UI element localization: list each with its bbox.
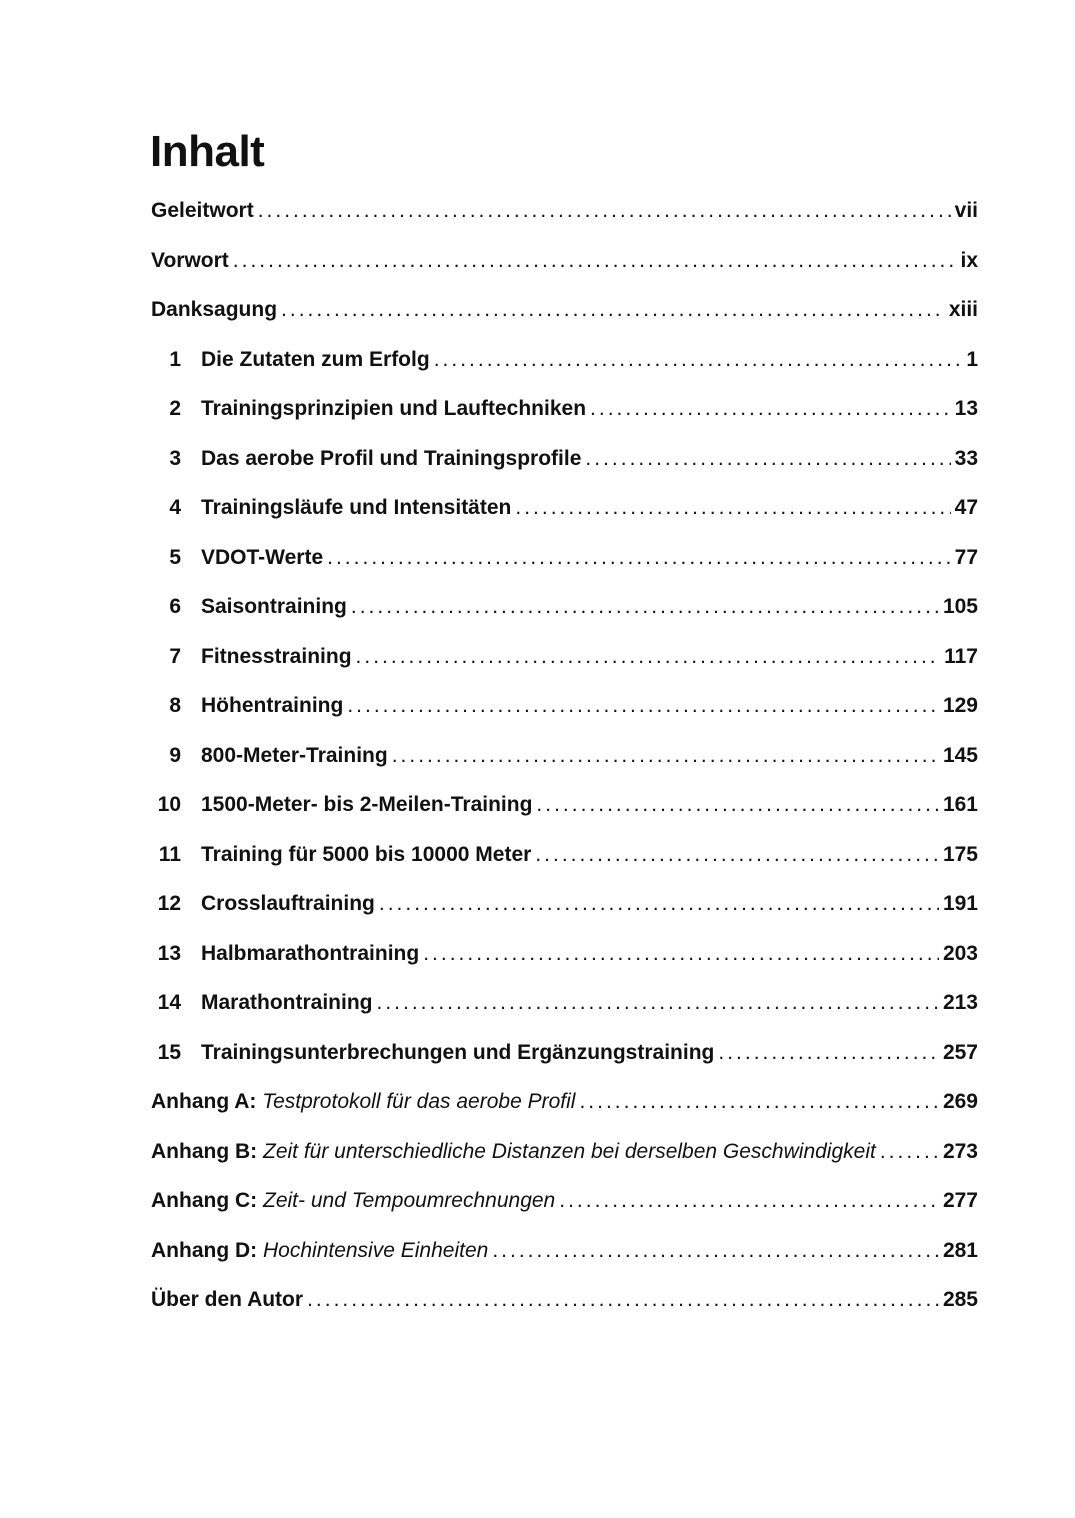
toc-entry-appendix-d [151,1236,978,1286]
toc-page-number: 257 [942,1040,978,1064]
toc-entry-chapter-11 [151,840,978,890]
toc-page-number: 175 [942,842,978,866]
chapter-number: 14 [157,991,181,1014]
dot-leader [434,345,963,375]
dot-leader [281,295,945,325]
dot-leader [258,196,951,226]
toc-entry-chapter-13 [151,939,978,989]
appendix-label: Anhang C: [151,1189,258,1212]
toc-page-number: 203 [942,941,978,965]
toc-entry-chapter-14 [151,988,978,1038]
chapter-number: 6 [169,595,181,618]
toc-entry-danksagung [151,295,978,345]
dot-leader [590,394,951,424]
chapter-number: 11 [158,842,181,866]
chapter-number: 3 [169,446,181,470]
chapter-number: 5 [169,545,181,569]
dot-leader [233,246,957,276]
appendix-title [151,1186,555,1216]
chapter-title: Die Zutaten zum Erfolg [201,347,430,371]
chapter-title: VDOT-Werte [201,545,324,569]
chapter-title: Saisontraining [201,595,347,618]
dot-leader [535,840,939,870]
toc-page-number: xiii [948,298,978,321]
chapter-title: Crosslauftraining [201,892,375,915]
dot-leader [351,592,939,622]
toc-entry-label: Danksagung [151,298,278,321]
appendix-label: Anhang A: [151,1090,257,1113]
chapter-number: 13 [157,941,181,965]
chapter-number: 10 [157,793,181,816]
page-title: Inhalt [150,127,265,176]
appendix-label: Anhang B: [151,1139,258,1163]
dot-leader [392,741,939,771]
toc-entry-vorwort [151,246,978,296]
dot-leader [307,1285,939,1315]
toc-page-number: 191 [942,892,978,915]
toc-page-number: 47 [954,496,978,519]
chapter-number: 8 [169,694,181,717]
toc-page-number: 117 [944,644,978,668]
toc-entry-chapter-6 [151,592,978,642]
chapter-title: Marathontraining [201,991,373,1014]
chapter-number: 9 [169,743,181,767]
toc-page-number: 77 [954,545,978,569]
chapter-title: 1500-Meter- bis 2-Meilen-Training [201,793,533,816]
chapter-title: Trainingsläufe und Intensitäten [201,496,512,519]
toc-page-number: 129 [942,694,978,717]
toc-page-number: 1 [966,347,978,371]
toc-entry-chapter-1 [151,345,978,395]
dot-leader [515,493,950,523]
toc-page-number: vii [954,199,978,222]
appendix-label: Anhang D: [151,1238,258,1262]
toc-entry-geleitwort [151,196,978,246]
chapter-number: 7 [169,644,181,668]
toc-entry-chapter-2 [151,394,978,444]
toc-entry-chapter-10 [151,790,978,840]
dot-leader [356,642,941,672]
toc-entry-chapter-4 [151,493,978,543]
appendix-title [151,1236,488,1266]
toc-page-number: 273 [942,1139,978,1163]
dot-leader [880,1137,939,1167]
chapter-number: 1 [169,347,181,371]
toc-entry-chapter-8 [151,691,978,741]
dot-leader [585,444,950,474]
toc-entry-chapter-12 [151,889,978,939]
chapter-title: 800-Meter-Training [201,743,388,767]
toc-page-number: 33 [954,446,978,470]
toc-entry-label: Über den Autor [151,1288,304,1311]
dot-leader [377,988,939,1018]
toc-entry-chapter-9 [151,741,978,791]
chapter-number: 4 [169,496,181,519]
toc-page-number: 13 [954,397,978,420]
appendix-subtitle: Hochintensive Einheiten [263,1238,489,1262]
dot-leader [579,1087,939,1117]
chapter-title: Fitnesstraining [201,644,352,668]
toc-entry-chapter-7 [151,642,978,692]
dot-leader [718,1038,939,1068]
toc-page-number: 213 [942,991,978,1014]
appendix-subtitle: Zeit für unterschiedliche Distanzen bei derselben Geschwindigkeit [263,1139,876,1163]
chapter-title: Halbmarathontraining [201,941,420,965]
toc-entry-label: Geleitwort [151,199,254,222]
dot-leader [347,691,939,721]
toc-page-number: 105 [942,595,978,618]
chapter-number: 2 [169,397,181,420]
toc-entry-chapter-3 [151,444,978,494]
chapter-title: Das aerobe Profil und Trainingsprofile [201,446,582,470]
toc-page-number: 277 [942,1189,978,1212]
chapter-title: Trainingsprinzipien und Lauftechniken [201,397,587,420]
toc-page-number: 285 [942,1288,978,1311]
toc-entry-about-author [151,1285,978,1335]
chapter-number: 15 [157,1040,181,1064]
toc-entry-appendix-b [151,1137,978,1187]
appendix-title [151,1137,876,1167]
appendix-subtitle: Zeit- und Tempoumrechnungen [263,1189,556,1212]
dot-leader [423,939,939,969]
appendix-subtitle: Testprotokoll für das aerobe Profil [262,1090,576,1113]
table-of-contents [151,196,978,1335]
toc-page-number: 269 [942,1090,978,1113]
toc-page-number: 161 [942,793,978,816]
chapter-title: Höhentraining [201,694,344,717]
dot-leader [492,1236,939,1266]
toc-page-number: ix [960,248,978,272]
toc-entry-chapter-15 [151,1038,978,1088]
toc-page-number: 281 [942,1238,978,1262]
toc-page-number: 145 [942,743,978,767]
chapter-title: Trainingsunterbrechungen und Ergänzungstraining [201,1040,715,1064]
dot-leader [536,790,939,820]
dot-leader [559,1186,939,1216]
chapter-number: 12 [157,892,181,915]
toc-entry-label: Vorwort [151,248,229,272]
dot-leader [379,889,939,919]
chapter-title: Training für 5000 bis 10000 Meter [201,842,532,866]
toc-entry-chapter-5 [151,543,978,593]
toc-entry-appendix-a [151,1087,978,1137]
dot-leader [327,543,951,573]
appendix-title [151,1087,575,1117]
toc-entry-appendix-c [151,1186,978,1236]
